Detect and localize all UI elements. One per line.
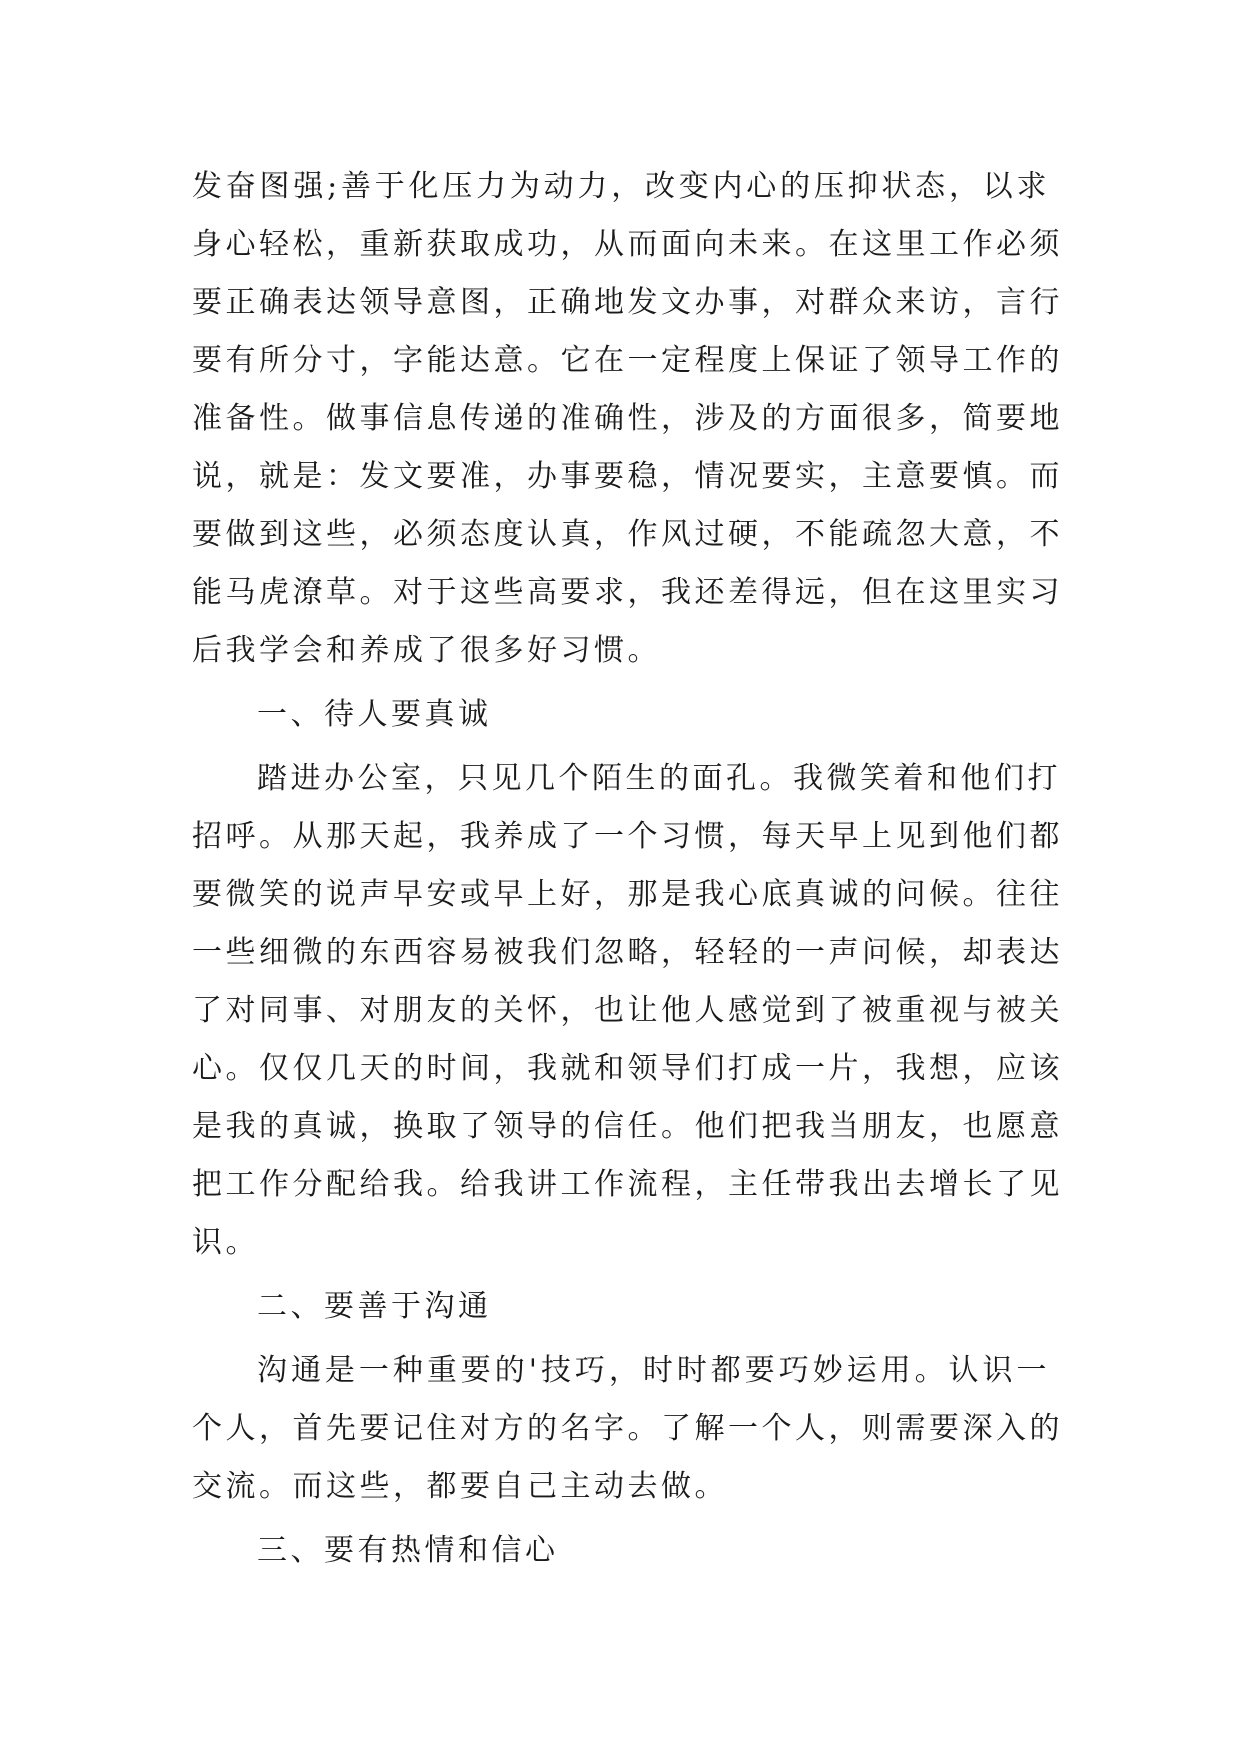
section-heading: 二、要善于沟通	[257, 1289, 492, 1324]
text-line: 准备性。做事信息传递的准确性，涉及的方面很多，简要地	[192, 401, 1063, 436]
text-line: 要正确表达领导意图，正确地发文办事，对群众来访，言行	[192, 285, 1063, 320]
text-line: 发奋图强;善于化压力为动力，改变内心的压抑状态，以求	[192, 169, 1050, 204]
paragraph	[192, 158, 1063, 680]
section-heading: 三、要有热情和信心	[257, 1533, 559, 1568]
text-line: 要做到这些，必须态度认真，作风过硬，不能疏忽大意，不	[192, 517, 1063, 552]
text-line: 能马虎潦草。对于这些高要求，我还差得远，但在这里实习	[192, 575, 1063, 610]
text-line: 身心轻松，重新获取成功，从而面向未来。在这里工作必须	[192, 227, 1063, 262]
text-line: 了对同事、对朋友的关怀，也让他人感觉到了被重视与被关	[192, 993, 1063, 1028]
text-line: 一些细微的东西容易被我们忽略，轻轻的一声问候，却表达	[192, 935, 1063, 970]
text-line: 要微笑的说声早安或早上好，那是我心底真诚的问候。往往	[192, 877, 1063, 912]
text-line: 心。仅仅几天的时间，我就和领导们打成一片，我想，应该	[192, 1051, 1063, 1086]
text-line: 要有所分寸，字能达意。它在一定程度上保证了领导工作的	[192, 343, 1063, 378]
paragraph	[192, 750, 1063, 1272]
text-line: 招呼。从那天起，我养成了一个习惯，每天早上见到他们都	[192, 819, 1063, 854]
section-heading: 一、待人要真诚	[257, 697, 492, 732]
document-body	[192, 158, 1063, 1580]
text-line: 沟通是一种重要的'技巧，时时都要巧妙运用。认识一	[257, 1353, 1050, 1388]
text-line: 说，就是：发文要准，办事要稳，情况要实，主意要慎。而	[192, 459, 1063, 494]
text-line: 是我的真诚，换取了领导的信任。他们把我当朋友，也愿意	[192, 1109, 1063, 1144]
text-line: 交流。而这些，都要自己主动去做。	[192, 1469, 728, 1504]
text-line: 后我学会和养成了很多好习惯。	[192, 633, 661, 668]
text-line: 踏进办公室，只见几个陌生的面孔。我微笑着和他们打	[257, 761, 1061, 796]
text-line: 把工作分配给我。给我讲工作流程，主任带我出去增长了见	[192, 1167, 1063, 1202]
text-line: 个人，首先要记住对方的名字。了解一个人，则需要深入的	[192, 1411, 1063, 1446]
paragraph	[192, 1342, 1063, 1516]
text-line: 识。	[192, 1225, 259, 1260]
